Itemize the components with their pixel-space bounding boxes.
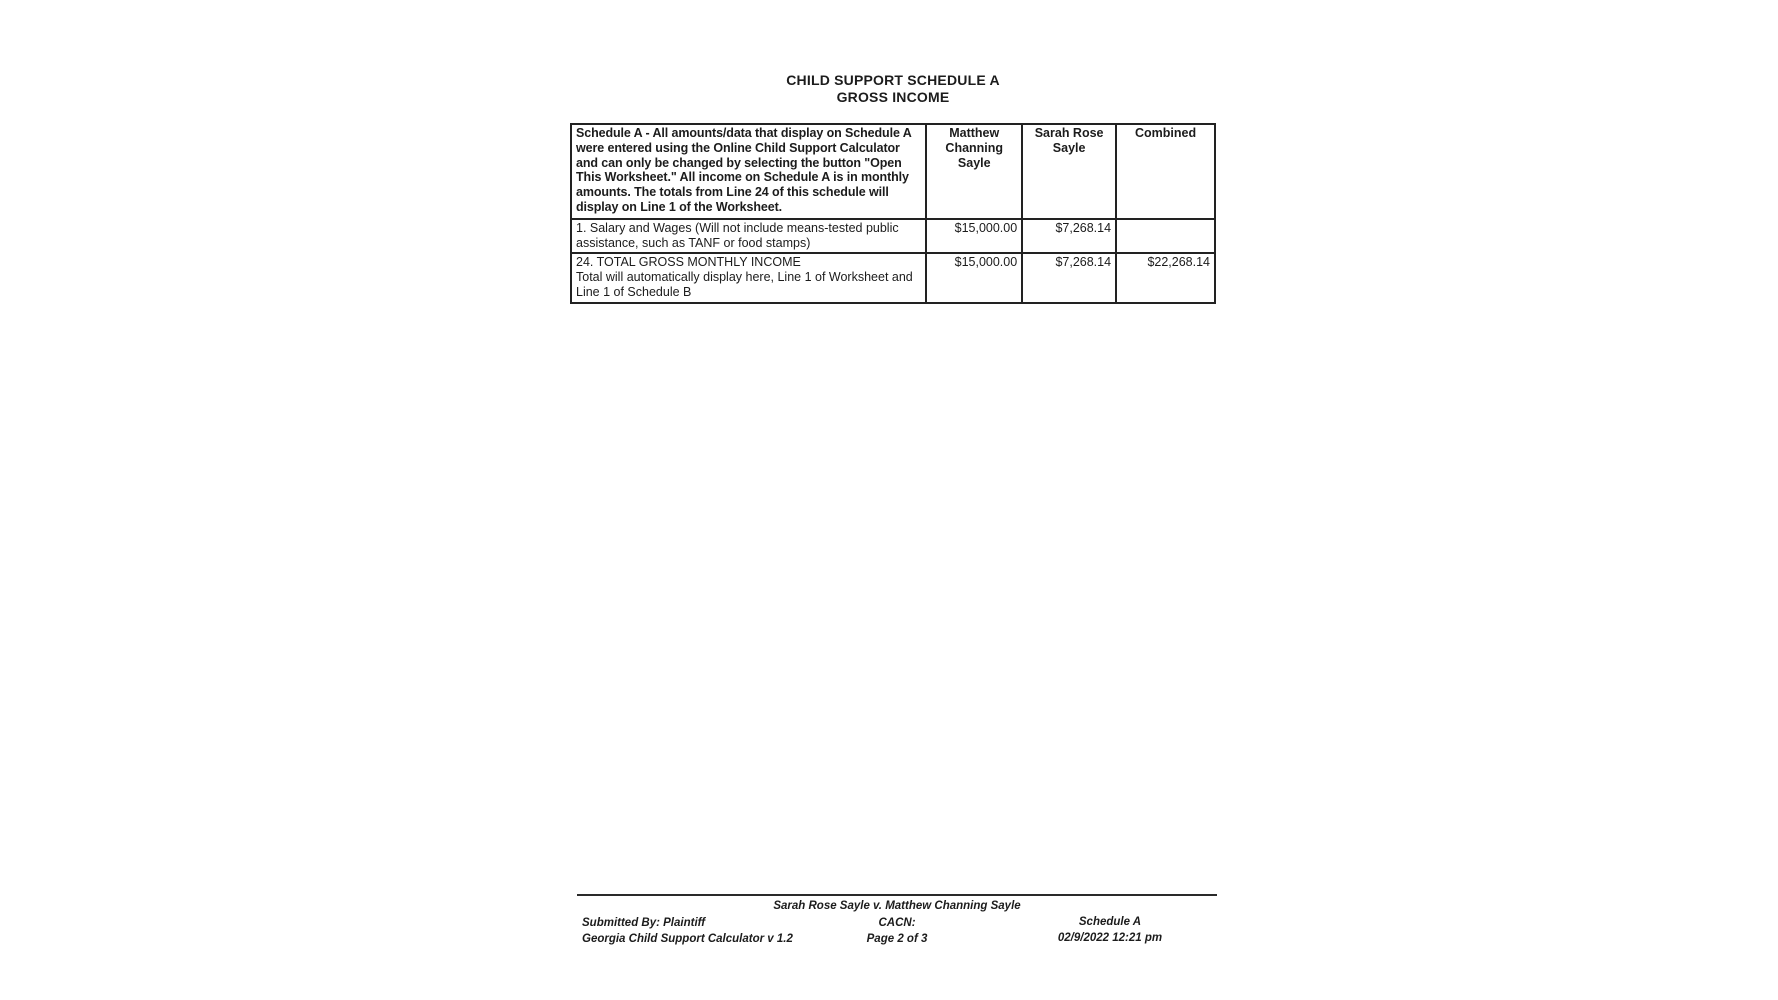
table-row (571, 219, 1215, 253)
table-row (571, 253, 1215, 303)
schedule-a-table (570, 123, 1216, 304)
column-header-parent1: Matthew Channing Sayle (926, 124, 1022, 219)
value-cell-parent2: $7,268.14 (1022, 253, 1116, 303)
footer-divider (577, 894, 1217, 896)
row-label: 24. TOTAL GROSS MONTHLY INCOME (576, 255, 801, 269)
submitted-by: Submitted By: Plaintiff (582, 917, 706, 929)
value-cell-parent1: $15,000.00 (926, 253, 1022, 303)
row-label-cell (571, 219, 926, 253)
row-label-cell (571, 253, 926, 303)
value-cell-parent1: $15,000.00 (926, 219, 1022, 253)
row-note: Total will automatically display here, Line 1 of Worksheet and Line 1 of Schedule B (576, 269, 913, 299)
column-header-parent2: Sarah Rose Sayle (1022, 124, 1116, 219)
timestamp: 02/9/2022 12:21 pm (1057, 932, 1163, 944)
page-subtitle: GROSS INCOME (836, 88, 950, 105)
value-cell-parent2: $7,268.14 (1022, 219, 1116, 253)
case-caption: Sarah Rose Sayle v. Matthew Channing Sayle (773, 900, 1021, 912)
table-header-row (571, 124, 1215, 219)
cacn-label: CACN: (878, 917, 916, 929)
document-title-block (570, 72, 1216, 105)
schedule-label: Schedule A (1078, 916, 1142, 928)
page-number: Page 2 of 3 (866, 933, 928, 945)
calculator-version: Georgia Child Support Calculator v 1.2 (582, 933, 793, 945)
schedule-a-table-wrapper (570, 123, 1216, 304)
column-header-combined: Combined (1116, 124, 1215, 219)
value-cell-combined: $22,268.14 (1116, 253, 1215, 303)
value-cell-combined (1116, 219, 1215, 253)
schedule-intro-text: Schedule A - All amounts/data that display on Schedule A were entered using the Online Child Support Calculator and can only be changed by selecting the button "Open This Worksheet." All income on Schedule A is in monthly amounts. The totals from Line 24 of this schedule will display on Line 1 of the Worksheet. (571, 124, 926, 219)
page-title: CHILD SUPPORT SCHEDULE A (786, 72, 1000, 88)
row-label: 1. Salary and Wages (Will not include means-tested public assistance, such as TANF or food stamps) (576, 221, 899, 250)
